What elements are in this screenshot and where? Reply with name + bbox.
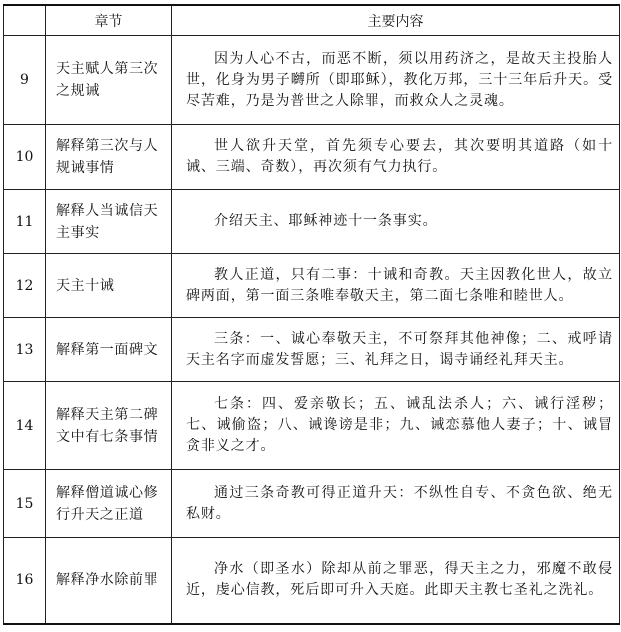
header-number	[4, 5, 46, 36]
row-chapter: 解释第三次与人规诫事情	[46, 125, 172, 190]
content-table	[3, 4, 620, 625]
table-row	[4, 254, 620, 318]
row-content: 通过三条奇教可得正道升天：不纵性自专、不贪色欲、绝无私财。	[172, 470, 620, 538]
row-content: 七条：四、爱亲敬长；五、诫乱法杀人；六、诫行淫秽；七、诫偷盗；八、诫谗谤是非；九、诫恋慕他人妻子；十、诫冒贪非义之才。	[172, 382, 620, 470]
table-row	[4, 190, 620, 254]
row-number: 12	[4, 254, 46, 318]
row-content: 三条：一、诚心奉敬天主，不可祭拜其他神像；二、戒呼请天主名字而虚发誓愿；三、礼拜之日，谒寺诵经礼拜天主。	[172, 318, 620, 382]
table-row	[4, 382, 620, 470]
table-row	[4, 470, 620, 538]
table-header-row	[4, 5, 620, 36]
row-number: 9	[4, 36, 46, 125]
row-number: 10	[4, 125, 46, 190]
row-chapter: 解释僧道诚心修行升天之正道	[46, 470, 172, 538]
header-content: 主要内容	[172, 5, 620, 36]
row-chapter: 天主赋人第三次之规诫	[46, 36, 172, 125]
row-chapter: 解释天主第二碑文中有七条事情	[46, 382, 172, 470]
table-row	[4, 318, 620, 382]
row-chapter: 解释人当诚信天主事实	[46, 190, 172, 254]
row-content: 因为人心不古，而恶不断，须以用药济之，是故天主投胎人世，化身为男子嚩所（即耶稣），教化万邦，三十三年后升天。受尽苦难，乃是为普世之人除罪，而救众人之灵魂。	[172, 36, 620, 125]
row-content: 介绍天主、耶稣神迹十一条事实。	[172, 190, 620, 254]
table-row	[4, 538, 620, 624]
row-content: 教人正道，只有二事：十诫和奇教。天主因教化世人，故立碑两面，第一面三条唯奉敬天主，第二面七条唯和睦世人。	[172, 254, 620, 318]
row-number: 16	[4, 538, 46, 624]
row-number: 11	[4, 190, 46, 254]
row-number: 15	[4, 470, 46, 538]
table-row	[4, 36, 620, 125]
header-chapter: 章节	[46, 5, 172, 36]
table-row	[4, 125, 620, 190]
row-content: 世人欲升天堂，首先须专心要去，其次要明其道路（如十诫、三端、奇数），再次须有气力执行。	[172, 125, 620, 190]
row-content: 净水（即圣水）除却从前之罪恶，得天主之力，邪魔不敢侵近，虔心信教，死后即可升入天庭。此即天主教七圣礼之洗礼。	[172, 538, 620, 624]
row-chapter: 天主十诫	[46, 254, 172, 318]
row-number: 13	[4, 318, 46, 382]
row-chapter: 解释第一面碑文	[46, 318, 172, 382]
row-number: 14	[4, 382, 46, 470]
row-chapter: 解释净水除前罪	[46, 538, 172, 624]
